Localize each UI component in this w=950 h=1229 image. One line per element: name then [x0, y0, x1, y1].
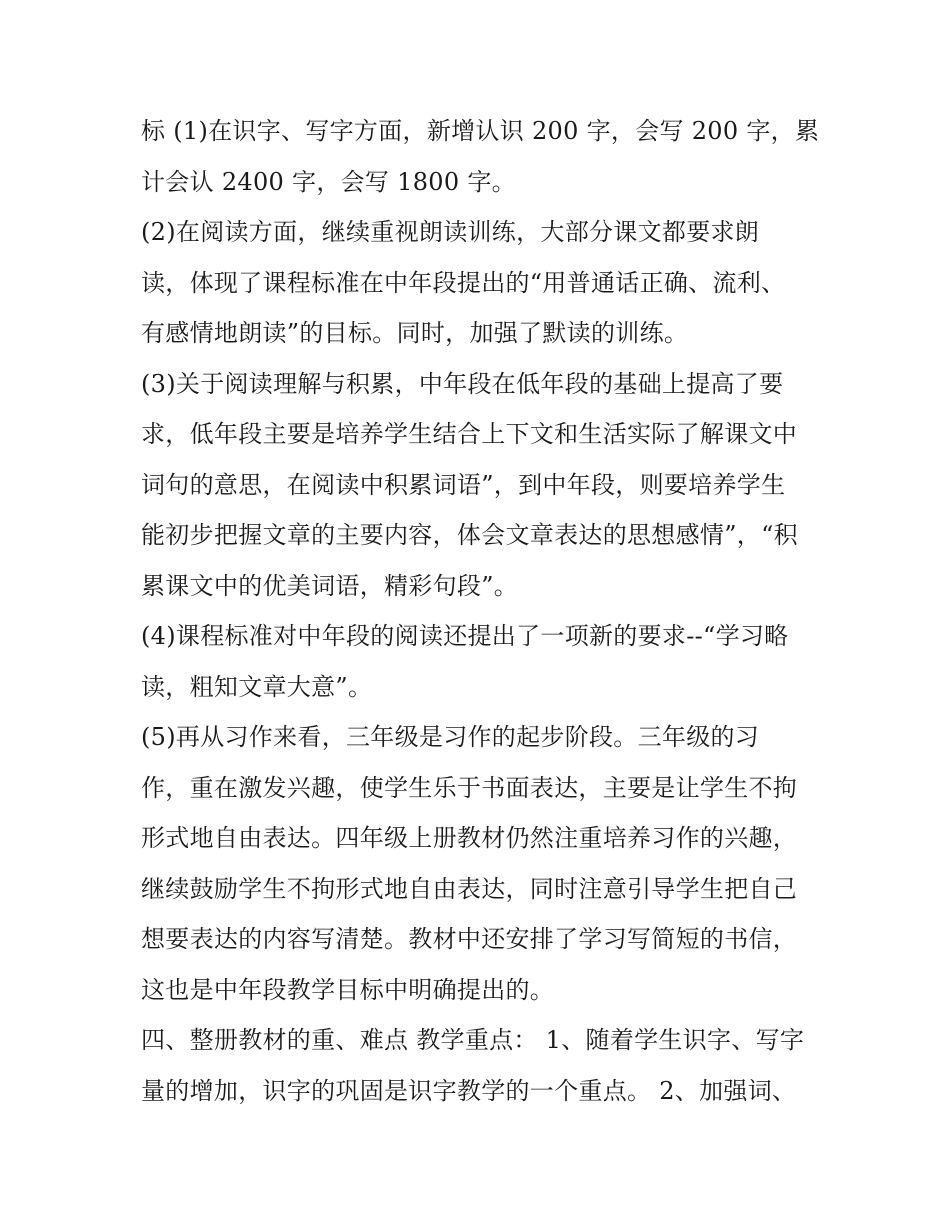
text-line: 有感情地朗读”的目标。同时，加强了默读的训练。 [141, 319, 689, 347]
text-line: 这也是中年段教学目标中明确提出的。 [141, 975, 555, 1004]
text-line: 计会认 2400 字，会写 1800 字。 [141, 167, 516, 196]
text-line: 想要表达的内容写清楚。教材中还安排了学习写简短的书信， [141, 925, 798, 953]
text-line: 形式地自由表达。四年级上册教材仍然注重培养习作的兴趣， [141, 824, 798, 852]
text-line: 标 (1)在识字、写字方面，新增认识 200 字，会写 200 字，累 [141, 117, 820, 145]
text-line: 读，粗知文章大意”。 [141, 672, 373, 701]
text-line: 作，重在激发兴趣，使学生乐于书面表达，主要是让学生不拘 [141, 773, 798, 802]
text-line: 累课文中的优美词语，精彩句段”。 [141, 571, 519, 600]
text-line: 继续鼓励学生不拘形式地自由表达，同时注意引导学生把自己 [141, 874, 798, 903]
text-line: (3)关于阅读理解与积累，中年段在低年段的基础上提高了要 [141, 369, 784, 398]
text-line: 能初步把握文章的主要内容，体会文章表达的思想感情”，“积 [141, 521, 798, 549]
text-line: (2)在阅读方面，继续重视朗读训练，大部分课文都要求朗 [141, 218, 760, 246]
text-line: 求，低年段主要是培养学生结合上下文和生活实际了解课文中 [141, 420, 798, 448]
text-line: (4)课程标准对中年段的阅读还提出了一项新的要求--“学习略 [141, 622, 789, 650]
text-line: 量的增加，识字的巩固是识字教学的一个重点。 2、加强词、 [141, 1076, 797, 1105]
text-line: 四、整册教材的重、难点 教学重点： 1、随着学生识字、写字 [141, 1026, 805, 1054]
text-line: (5)再从习作来看，三年级是习作的起步阶段。三年级的习 [141, 723, 760, 751]
text-line: 词句的意思，在阅读中积累词语”，到中年段，则要培养学生 [141, 470, 786, 499]
document-body [141, 106, 821, 1116]
text-line: 读，体现了课程标准在中年段提出的“用普通话正确、流利、 [141, 268, 786, 297]
